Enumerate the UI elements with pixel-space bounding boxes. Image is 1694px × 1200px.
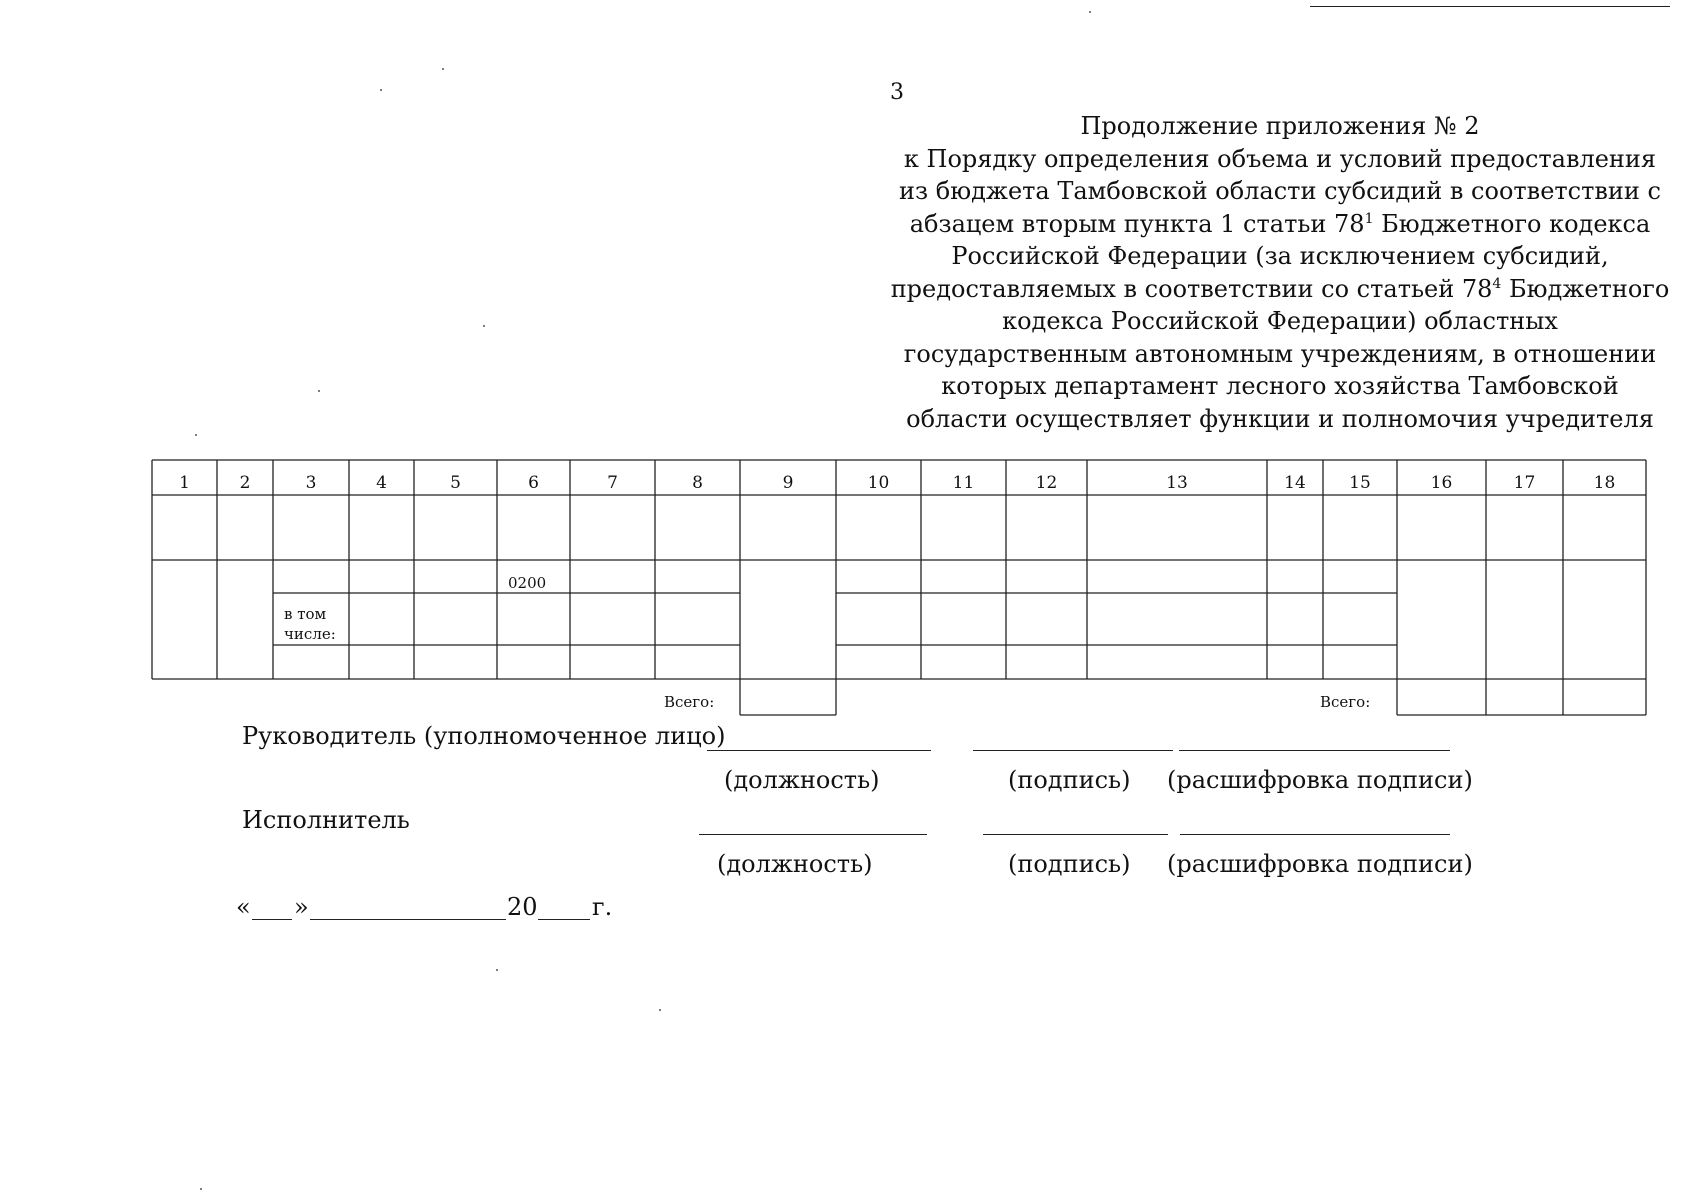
decoding-caption: (расшифровка подписи)	[1167, 850, 1473, 878]
in-that-number-label: в том	[284, 605, 327, 623]
column-number: 16	[1430, 473, 1453, 493]
header-line: Продолжение приложения № 2	[1080, 112, 1480, 140]
signature-caption: (подпись)	[1008, 850, 1131, 878]
decoding-caption: (расшифровка подписи)	[1167, 766, 1473, 794]
head-position-line	[707, 750, 931, 751]
header-text: Бюджетного	[1501, 274, 1670, 303]
column-number: 9	[782, 473, 794, 493]
column-number: 14	[1284, 473, 1306, 493]
column-number: 17	[1513, 473, 1536, 493]
scan-speck	[195, 434, 197, 436]
head-signature-line	[973, 750, 1173, 751]
signature-caption: (подпись)	[1008, 766, 1131, 794]
header-text: предоставляемых в соответствии со статьей 78	[890, 274, 1493, 303]
date-month-line	[310, 919, 506, 920]
executor-signature-line	[983, 834, 1168, 835]
column-number: 3	[305, 473, 317, 493]
total-label-right: Всего:	[1320, 693, 1371, 711]
scan-speck	[659, 1009, 661, 1011]
scan-speck	[200, 1188, 202, 1190]
scan-speck	[496, 969, 498, 971]
column-numbers	[179, 473, 1615, 493]
header-text: Бюджетного кодекса	[1373, 209, 1651, 238]
column-number: 4	[376, 473, 387, 493]
executor-label: Исполнитель	[242, 806, 410, 834]
position-caption: (должность)	[717, 850, 873, 878]
total-label-left: Всего:	[664, 693, 715, 711]
header-line: области осуществляет функции и полномочия учредителя	[906, 404, 1654, 433]
column-number: 2	[239, 473, 251, 493]
column-number: 7	[607, 473, 618, 493]
position-caption: (должность)	[724, 766, 880, 794]
in-that-number-label: числе:	[284, 625, 336, 643]
date-close-quote: »	[294, 893, 309, 921]
column-number: 8	[692, 473, 703, 493]
superscript: 4	[1492, 275, 1502, 292]
date-year-prefix: 20	[507, 893, 538, 921]
executor-position-line	[699, 834, 927, 835]
table-grid-lines	[152, 460, 1646, 715]
scan-edge-line	[1310, 6, 1670, 7]
executor-decoding-line	[1180, 834, 1450, 835]
column-number: 12	[1035, 473, 1058, 493]
column-number: 18	[1593, 473, 1616, 493]
header-line: кодекса Российской Федерации) областных	[1002, 307, 1558, 335]
date-year-line	[538, 919, 590, 920]
column-number: 6	[528, 473, 539, 493]
scan-speck	[442, 68, 444, 70]
header-line: государственным автономным учреждениям, в отношении	[903, 339, 1657, 368]
date-open-quote: «	[236, 893, 251, 921]
scan-speck	[380, 89, 382, 91]
date-day-line	[252, 919, 292, 920]
head-decoding-line	[1179, 750, 1450, 751]
code-cell: 0200	[508, 574, 547, 592]
header-line: Российской Федерации (за исключением субсидий,	[951, 242, 1609, 270]
head-label: Руководитель (уполномоченное лицо)	[242, 722, 726, 750]
column-number: 10	[867, 473, 890, 493]
header-line: которых департамент лесного хозяйства Тамбовской	[941, 372, 1619, 400]
header-line: из бюджета Тамбовской области субсидий в соответствии с	[899, 177, 1661, 205]
scan-speck	[318, 390, 320, 392]
column-number: 11	[952, 473, 975, 493]
superscript: 1	[1364, 210, 1374, 227]
scan-speck	[483, 325, 485, 327]
header-line: к Порядку определения объема и условий предоставления	[903, 144, 1657, 173]
header-text: абзацем вторым пункта 1 статьи 78	[909, 209, 1365, 238]
column-number: 15	[1349, 473, 1371, 493]
scan-speck	[1089, 11, 1091, 13]
date-year-suffix: г.	[592, 893, 613, 921]
column-number: 1	[179, 473, 190, 493]
page-number: 3	[890, 80, 904, 105]
column-number: 5	[450, 473, 461, 493]
column-number: 13	[1166, 473, 1188, 493]
